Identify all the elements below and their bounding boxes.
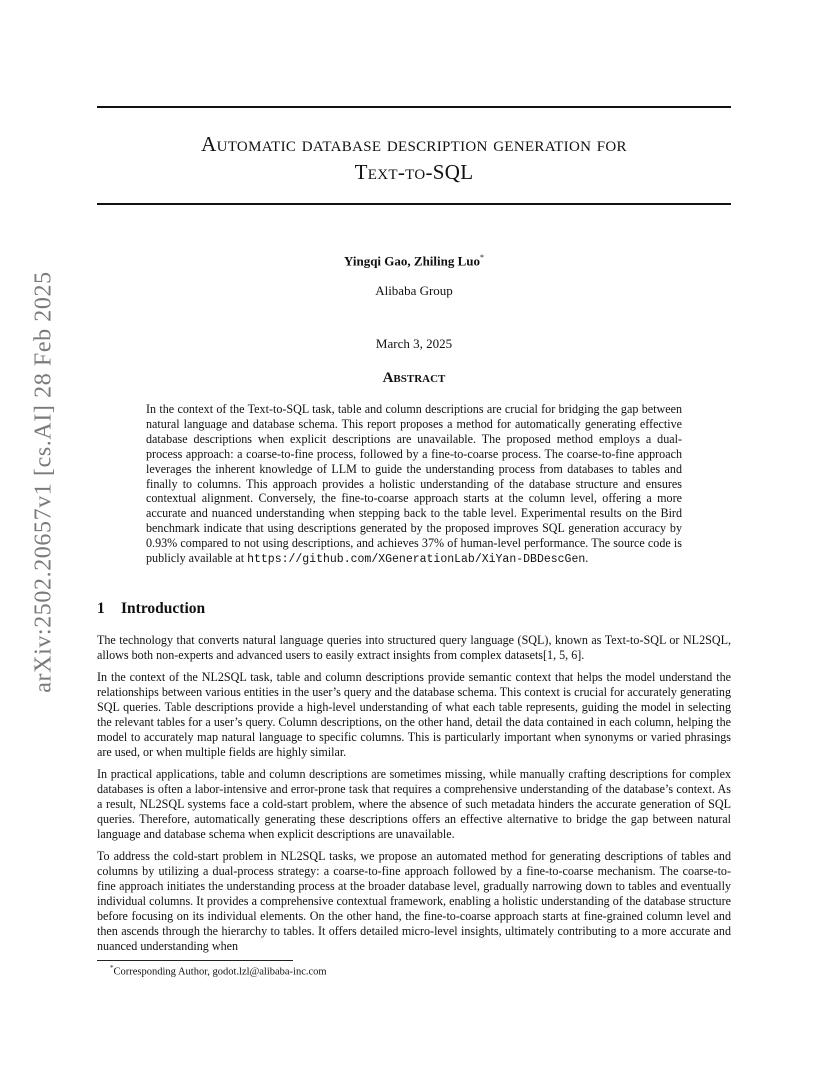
- footnote-rule: [97, 960, 293, 961]
- section-title: Introduction: [121, 600, 206, 617]
- arxiv-identifier-text: arXiv:2502.20657v1 [cs.AI] 28 Feb 2025: [30, 271, 57, 693]
- author-names: Yingqi Gao, Zhiling Luo: [343, 253, 481, 269]
- footnote: [110, 964, 327, 978]
- section-body: [97, 633, 731, 961]
- footnote-mark: *: [110, 964, 114, 972]
- paper-title-line-1: Automatic database description generation for: [201, 132, 627, 156]
- code-link[interactable]: https://github.com/XGenerationLab/XiYan-DBDescGen: [247, 553, 586, 567]
- paragraph: In the context of the NL2SQL task, table and column descriptions provide semantic context that helps the model understand the relationships between various entities in the user’s query and the database schema. This context is crucial for accurately generating SQL queries. Table descriptions provide a high-level understanding of what each table represents, guiding the model in selecting the relevant tables for a user’s query. Column descriptions, on the other hand, detail the data contained in each column, helping the model to accurately map natural language to specific columns. This is particularly important when synonyms or varied phrasings are used, or when multiple fields are highly similar.: [97, 670, 731, 759]
- paragraph: To address the cold-start problem in NL2SQL tasks, we propose an automated method for generating descriptions of tables and columns by utilizing a dual-process strategy: a coarse-to-fine approach followed by a fine-to-coarse mechanism. The coarse-to-fine approach initiates the understanding process at the broader database level, gradually narrowing down to tables and eventually individual columns. It provides a comprehensive contextual framework, enabling a holistic understanding of the database structure before focusing on its individual elements. On the other hand, the fine-to-coarse approach starts at fine-grained column level and then ascends through the hierarchy to tables. It offers detailed micro-level insights, ultimately contributing to a more accurate and nuanced understanding when: [97, 849, 731, 953]
- arxiv-identifier: [14, 0, 74, 1072]
- title-bottom-rule: [97, 203, 731, 205]
- paragraph: In practical applications, table and column descriptions are sometimes missing, while manually crafting descriptions for complex databases is often a labor-intensive and error-prone task that requires a comprehensive understanding of the database’s context. As a result, NL2SQL systems face a cold-start problem, where the absence of such metadata hinders the accurate generation of SQL queries. Therefore, automatically generating these descriptions offers an effective alternative to bridge the gap between natural language and database schema when explicit descriptions are unavailable.: [97, 767, 731, 841]
- abstract-text: In the context of the Text-to-SQL task, table and column descriptions are crucial for bridging the gap between natural language and database schema. This report proposes a method for automatically generating effective database descriptions when explicit descriptions are unavailable. The proposed method employs a dual-process approach: a coarse-to-fine process, followed by a fine-to-coarse process. The coarse-to-fine approach leverages the inherent knowledge of LLM to guide the understanding process from databases to tables and finally to columns. This approach provides a holistic understanding of the database structure and ensures contextual alignment. Conversely, the fine-to-coarse approach starts at the column level, offering a more accurate and nuanced understanding when stepping back to the table level. Experimental results on the Bird benchmark indicate that using descriptions generated by the proposed improves SQL generation accuracy by 0.93% compared to not using descriptions, and achieves 37% of human-level performance. The source code is publicly available at: [146, 402, 682, 566]
- footnote-text: Corresponding Author, godot.lzl@alibaba-inc.com: [113, 966, 327, 978]
- paper-date: March 3, 2025: [375, 336, 453, 351]
- abstract-heading: Abstract: [382, 370, 446, 386]
- paper-title-line-2: Text-to-SQL: [354, 160, 474, 184]
- title-top-rule: [97, 106, 731, 108]
- abstract-body: [146, 402, 682, 568]
- affiliation: Alibaba Group: [375, 283, 453, 298]
- paper-title: [97, 130, 731, 186]
- abstract-end: .: [585, 551, 589, 566]
- section-number: 1: [97, 600, 105, 617]
- author-footnote-mark: *: [480, 253, 485, 262]
- section-heading: [97, 600, 205, 618]
- author-list: [97, 253, 731, 269]
- paragraph: The technology that converts natural language queries into structured query language (SQL), known as Text-to-SQL or NL2SQL, allows both non-experts and advanced users to easily extract insights from complex datasets[1, 5, 6].: [97, 633, 731, 662]
